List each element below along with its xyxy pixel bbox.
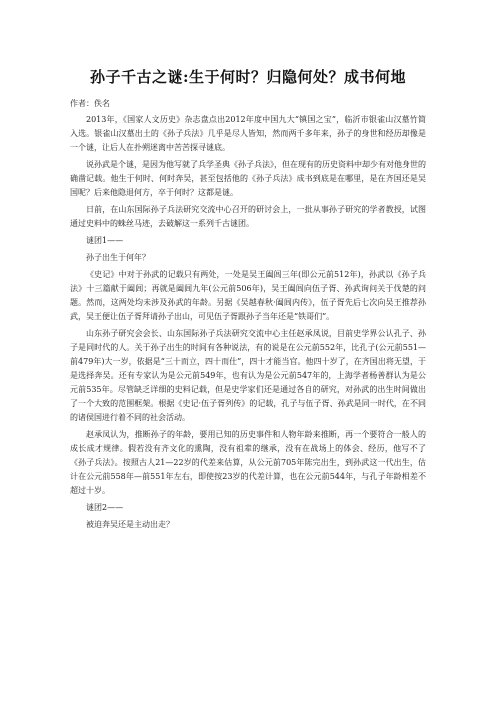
section-question-2: 被迫奔吴还是主动出走？	[86, 520, 174, 529]
paragraph-intro: 2013年，《国家人文历史》杂志盘点出2012年度中国九大“镇国之宝”，临沂市银雀山汉墓竹简入选。银雀山汉墓出土的《孙子兵法》几乎是尽人皆知，然而两千多年来，孙子的身世和经历却像是一个谜，让后人在扑朔迷离中苦苦探寻谜底。	[70, 115, 426, 152]
article-title: 孙子千古之谜:生于何时？归隐何处？成书何地	[89, 68, 407, 86]
section-heading-mystery-1: 谜团1——	[86, 236, 124, 245]
paragraph-shiji: 《史记》中对于孙武的记载只有两处，一处是吴王阖闾三年(即公元前512年)，孙武以《孙子兵法》十三篇献于阖闾；再就是阖闾九年(公元前506年)，吴王阖闾向伍子胥、孙武询问关于伐楚的问题。然而，这两处均未涉及孙武的年龄。另据《吴越春秋·阖闾内传》，伍子胥先后七次向吴王推荐孙武，吴王便让伍子胥拜请孙子出山，可见伍子胥跟孙子当年还是“铁哥们”。	[70, 270, 426, 321]
paragraph-seminar: 日前，在山东国际孙子兵法研究交流中心召开的研讨会上，一批从事孙子研究的学者教授，试图通过史料中的蛛丝马迹，去破解这一系列千古谜团。	[70, 205, 426, 228]
paragraph-mystery: 说孙武是个谜，是因为他写就了兵学圣典《孙子兵法》，但在现有的历史资料中却少有对他身世的确凿记载。他生于何时、何时奔吴，甚至包括他的《孙子兵法》成书到底是在哪里，是在齐国还是吴国呢？后来他隐退何方，卒于何时？这都是谜。	[70, 160, 426, 197]
author-line: 作者：佚名	[70, 99, 110, 108]
section-question-1: 孙子出生于何年？	[86, 253, 150, 262]
paragraph-age-estimate: 赵承凤认为，推断孙子的年龄，要用已知的历史事件和人物年龄来推断，再一个要符合一般人的成长成才规律。假若没有齐文化的熏陶，没有祖辈的继承，没有在战场上的体会、经历，他写不了《孙子兵法》。按照古人21—22岁的代差来估算，从公元前705年陈完出生，到孙武这一代出生，估计在公元前558年—前551年左右，即使按23岁的代差计算，也在公元前544年，与孔子年龄相差不超过十岁。	[70, 430, 426, 495]
section-heading-mystery-2: 谜团2——	[86, 503, 124, 512]
paragraph-zhao-chengfeng: 山东孙子研究会会长、山东国际孙子兵法研究交流中心主任赵承凤说，目前史学界公认孔子、孙子是同时代的人。关于孙子出生的时间有各种说法，有的说是在公元前552年，比孔子(公元前551—前479年)大一岁，依据是“三十而立，四十而仕”，四十才能当官。他四十岁了，在齐国出将无望，于是选择奔吴。还有专家认为是公元前549年，也有认为是公元前547年的，上海学者杨善群认为是公元前535年。尽管缺乏详细的史料记载，但是史学家们还是通过各自的研究，对孙武的出生时间做出了一个大致的范围框架。根据《史记·伍子胥列传》的记载，孔子与伍子胥、孙武是同一时代，在不同的诸侯国进行着不同的社会活动。	[70, 329, 426, 422]
